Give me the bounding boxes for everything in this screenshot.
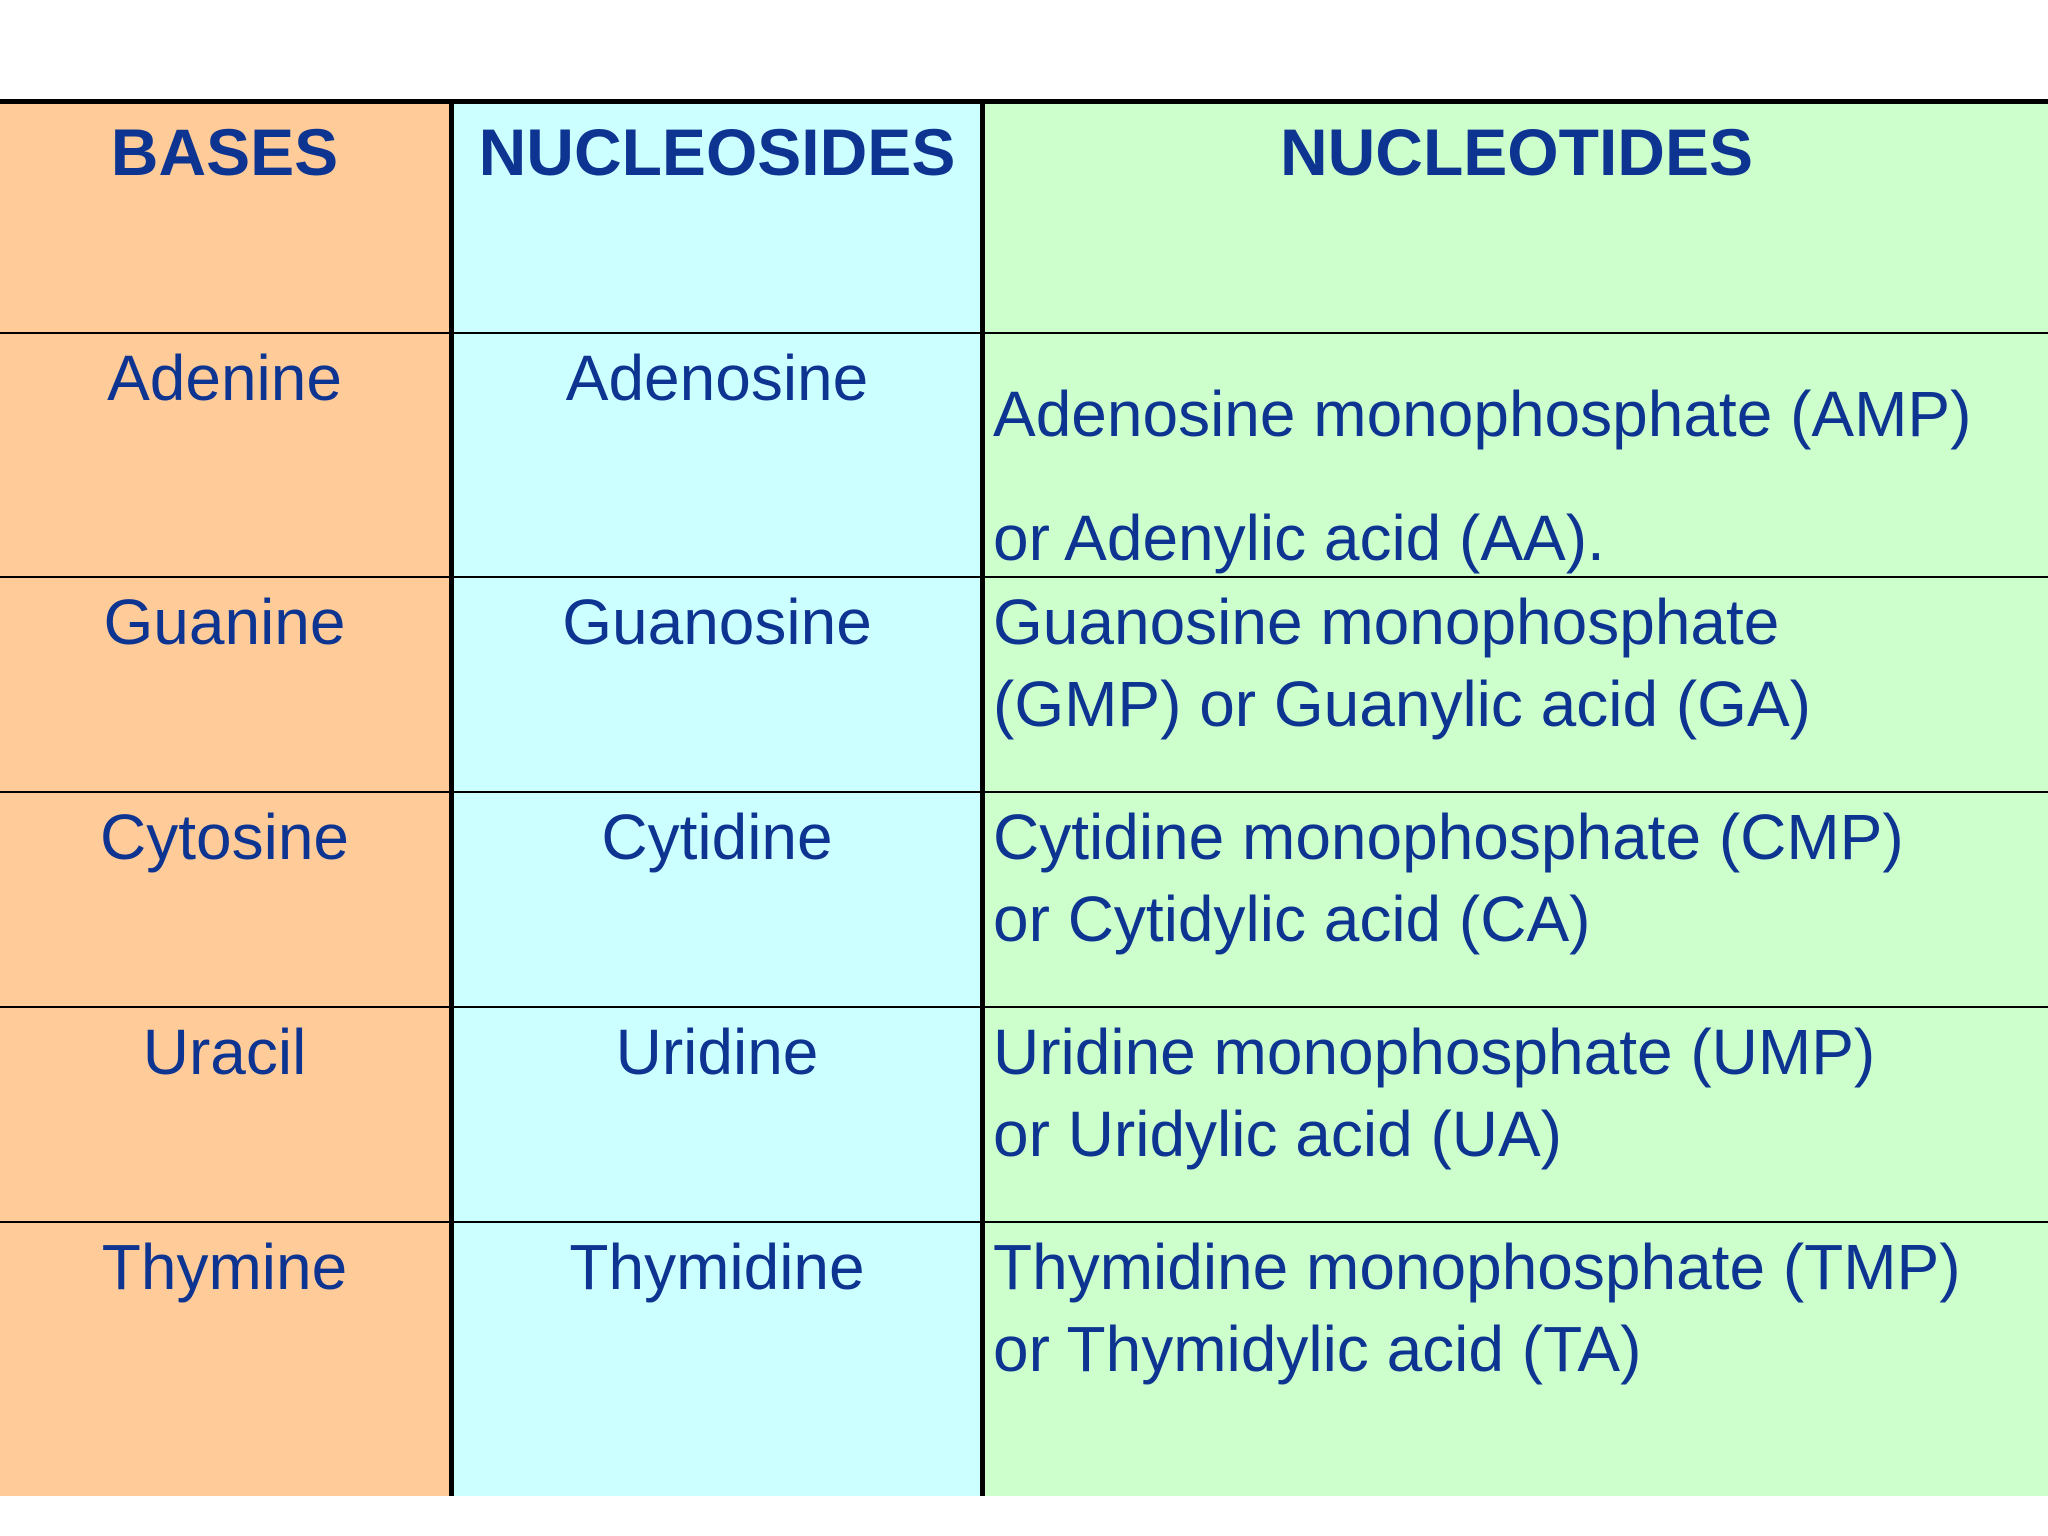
nucleotide-line: Cytidine monophosphate (CMP) [993, 801, 1904, 873]
base-cell: Adenine [0, 334, 454, 578]
nucleotide-cell [985, 793, 2048, 1008]
nucleotide-line: Guanosine monophosphate [993, 586, 1780, 658]
nucleotide-cell [985, 1223, 2048, 1496]
nucleotide-line: or Cytidylic acid (CA) [993, 882, 1591, 955]
header-nucleotides: NUCLEOTIDES [985, 104, 2048, 334]
nucleoside-cell: Uridine [454, 1008, 985, 1223]
nucleotide-line: Uridine monophosphate (UMP) [993, 1016, 1876, 1088]
header-bases: BASES [0, 104, 454, 334]
nucleotide-line: or Uridylic acid (UA) [993, 1097, 1562, 1170]
base-cell: Thymine [0, 1223, 454, 1496]
nucleotide-cell [985, 578, 2048, 793]
nucleotide-line: Adenosine monophosphate (AMP) [993, 378, 1972, 450]
header-nucleosides: NUCLEOSIDES [454, 104, 985, 334]
nucleoside-cell: Guanosine [454, 578, 985, 793]
nucleotide-line: or Thymidylic acid (TA) [993, 1312, 1642, 1385]
nucleotide-table [0, 99, 2048, 1491]
nucleotide-cell [985, 334, 2048, 578]
nucleotide-cell [985, 1008, 2048, 1223]
nucleoside-cell: Adenosine [454, 334, 985, 578]
nucleotide-line: (GMP) or Guanylic acid (GA) [993, 667, 1811, 740]
nucleotide-line: or Adenylic acid (AA). [993, 502, 1605, 574]
nucleoside-cell: Thymidine [454, 1223, 985, 1496]
base-cell: Guanine [0, 578, 454, 793]
nucleoside-cell: Cytidine [454, 793, 985, 1008]
base-cell: Cytosine [0, 793, 454, 1008]
base-cell: Uracil [0, 1008, 454, 1223]
nucleotide-line: Thymidine monophosphate (TMP) [993, 1231, 1961, 1303]
